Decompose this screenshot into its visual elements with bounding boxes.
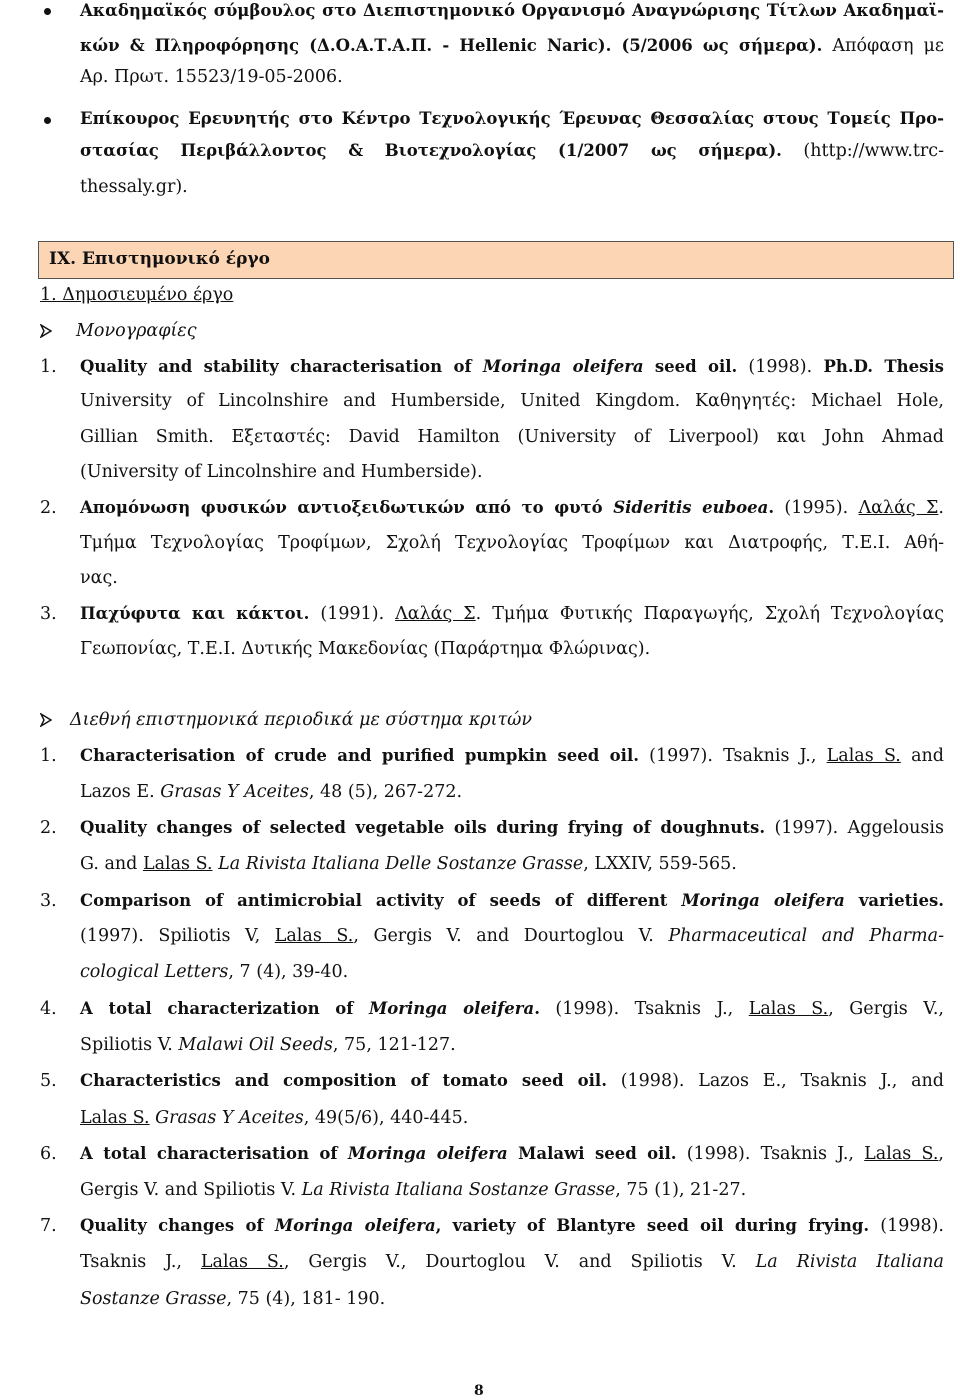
- bullet-icon: [44, 8, 51, 15]
- monograph-number: 3.: [40, 604, 57, 624]
- journal-2-line-2: G. and Lalas S. La Rivista Italiana Delle Sostanze Grasse, LXXIV, 559-565.: [80, 854, 737, 874]
- bullet-2-line-2: στασίας Περιβάλλοντος & Βιοτεχνολογίας (1/2007 ως σήμερα). (http://www.trc-: [80, 141, 945, 161]
- journal-number: 4.: [40, 999, 57, 1019]
- journal-number: 6.: [40, 1144, 57, 1164]
- bullet-2-line-1: Επίκουρος Ερευνητής στο Κέντρο Τεχνολογικής Έρευνας Θεσσαλίας στους Τομείς Προ-: [80, 109, 944, 128]
- arrow-bullet-icon: [40, 713, 52, 727]
- journal-6-line-2: Gergis V. and Spiliotis V. La Rivista Italiana Sostanze Grasse, 75 (1), 21-27.: [80, 1180, 747, 1200]
- bullet-icon: [44, 117, 51, 124]
- arrow-bullet-icon: [40, 324, 52, 338]
- monograph-1-line-4: (University of Lincolnshire and Humberside).: [80, 462, 483, 482]
- journal-2-line-1: Quality changes of selected vegetable oils during frying of doughnuts. (1997). Aggelousis: [80, 818, 944, 838]
- section-heading: IX. Επιστημονικό έργο: [49, 249, 270, 269]
- monograph-1-line-3: Gillian Smith. Εξεταστές: David Hamilton (University of Liverpool) και John Ahmad: [80, 427, 944, 447]
- page-number: 8: [474, 1383, 484, 1399]
- journal-number: 3.: [40, 891, 57, 911]
- journal-number: 1.: [40, 746, 57, 766]
- journal-4-line-1: A total characterization of Moringa oleifera. (1998). Tsaknis J., Lalas S., Gergis V.,: [80, 999, 944, 1019]
- journal-3-line-1: Comparison of antimicrobial activity of seeds of different Moringa oleifera varieties.: [80, 891, 944, 910]
- monograph-2-line-3: νας.: [80, 568, 118, 588]
- monograph-number: 1.: [40, 357, 57, 377]
- journal-3-line-3: cological Letters, 7 (4), 39-40.: [80, 962, 349, 982]
- bullet-1-line-3: Αρ. Πρωτ. 15523/19-05-2006.: [80, 67, 343, 87]
- bullet-1-line-2: κών & Πληροφόρησης (Δ.Ο.Α.Τ.Α.Π. - Hellenic Naric). (5/2006 ως σήμερα). Απόφαση με: [80, 36, 944, 56]
- monograph-1-line-2: University of Lincolnshire and Humberside, United Kingdom. Καθηγητές: Michael Hole,: [80, 391, 944, 411]
- bullet-2-line-3: thessaly.gr).: [80, 177, 188, 197]
- journal-7-line-3: Sostanze Grasse, 75 (4), 181- 190.: [80, 1289, 386, 1309]
- monograph-1-line-1: Quality and stability characterisation of Moringa oleifera seed oil. (1998). Ph.D. Thesis: [80, 357, 944, 377]
- journal-number: 2.: [40, 818, 57, 838]
- section-heading-box: [38, 241, 954, 279]
- journal-7-line-1: Quality changes of Moringa oleifera, variety of Blantyre seed oil during frying. (1998).: [80, 1216, 944, 1236]
- journal-6-line-1: A total characterisation of Moringa oleifera Malawi seed oil. (1998). Tsaknis J., Lalas S.,: [80, 1144, 944, 1164]
- journal-number: 7.: [40, 1216, 57, 1236]
- journal-7-line-2: Tsaknis J., Lalas S., Gergis V., Dourtoglou V. and Spiliotis V. La Rivista Italiana: [80, 1252, 944, 1272]
- journals-label: Διεθνή επιστημονικά περιοδικά με σύστημα κριτών: [70, 710, 533, 730]
- journal-1-line-1: Characterisation of crude and purified pumpkin seed oil. (1997). Tsaknis J., Lalas S. and: [80, 746, 944, 766]
- monograph-2-line-1: Απομόνωση φυσικών αντιοξειδωτικών από το φυτό Sideritis euboea. (1995). Λαλάς Σ.: [80, 498, 944, 518]
- journal-3-line-2: (1997). Spiliotis V, Lalas S., Gergis V. and Dourtoglou V. Pharmaceutical and Pharma-: [80, 926, 944, 946]
- monograph-3-line-1: Παχύφυτα και κάκτοι. (1991). Λαλάς Σ. Τμήμα Φυτικής Παραγωγής, Σχολή Τεχνολογίας: [80, 604, 944, 624]
- journal-number: 5.: [40, 1071, 57, 1091]
- journal-4-line-2: Spiliotis V. Malawi Oil Seeds, 75, 121-127.: [80, 1035, 456, 1055]
- monograph-number: 2.: [40, 498, 57, 518]
- journal-5-line-1: Characteristics and composition of tomato seed oil. (1998). Lazos E., Tsaknis J., and: [80, 1071, 944, 1091]
- monographs-label: Μονογραφίες: [76, 321, 197, 341]
- monograph-3-line-2: Γεωπονίας, Τ.Ε.Ι. Δυτικής Μακεδονίας (Παράρτημα Φλώρινας).: [80, 639, 651, 659]
- journal-5-line-2: Lalas S. Grasas Y Aceites, 49(5/6), 440-445.: [80, 1108, 469, 1128]
- bullet-1-line-1: Ακαδημαϊκός σύμβουλος στο Διεπιστημονικό Οργανισμό Αναγνώρισης Τίτλων Ακαδημαϊ-: [80, 1, 944, 20]
- subsection-title: 1. Δημοσιευμένο έργο: [40, 285, 234, 305]
- journal-1-line-2: Lazos E. Grasas Y Aceites, 48 (5), 267-272.: [80, 782, 463, 802]
- monograph-2-line-2: Τμήμα Τεχνολογίας Τροφίμων, Σχολή Τεχνολογίας Τροφίμων και Διατροφής, Τ.Ε.Ι. Αθή-: [80, 533, 944, 553]
